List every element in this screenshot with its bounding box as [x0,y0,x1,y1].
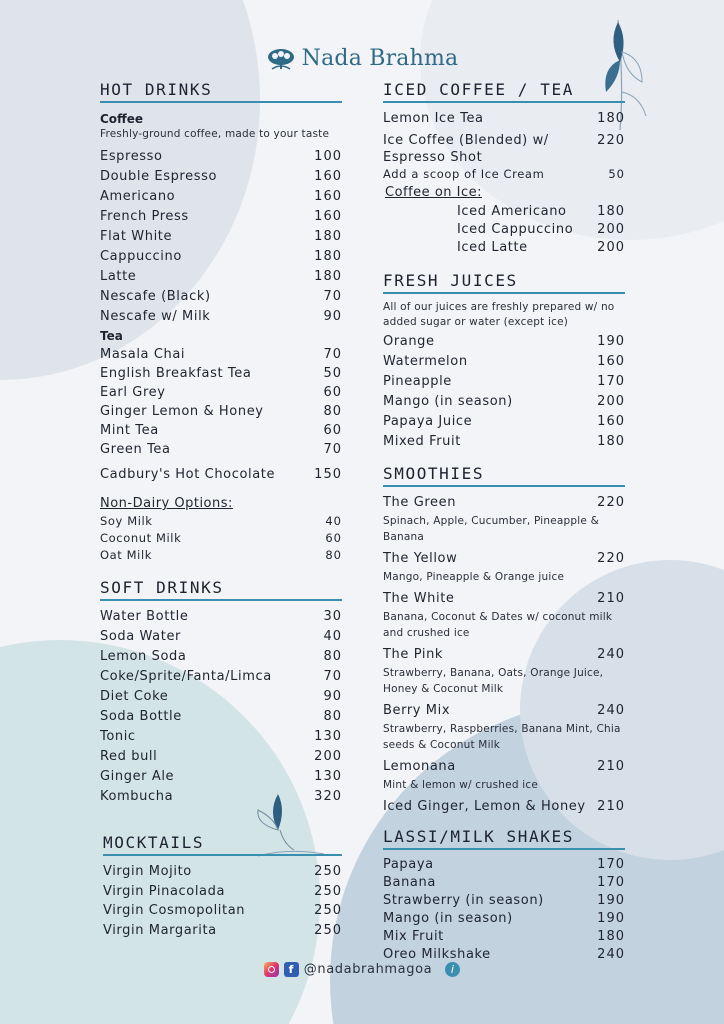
menu-item [100,787,342,807]
brand-name: Nada Brahma [301,46,459,71]
item-price: 70 [323,442,342,457]
menu-item [457,221,625,239]
item-price: 80 [323,709,342,724]
item-price: 250 [314,864,342,879]
menu-item [100,167,342,187]
menu-item [383,645,625,697]
item-name: Watermelon [383,354,468,369]
menu-item [383,372,625,392]
menu-item [100,727,342,747]
item-price: 40 [325,514,342,528]
item-price: 50 [608,167,625,181]
item-description: Strawberry, Banana, Oats, Orange Juice, Honey & Coconut Milk [383,667,604,695]
menu-item [100,287,342,307]
item-name: Mixed Fruit [383,434,461,449]
item-price: 200 [597,240,625,255]
instagram-icon[interactable] [264,962,279,977]
menu-item [383,589,625,641]
item-price: 70 [323,347,342,362]
item-name: Lemon Ice Tea [383,111,484,126]
menu-item [103,882,342,902]
item-price: 40 [323,629,342,644]
item-name: Mango (in season) [383,394,513,409]
menu-item [100,647,342,667]
menu-item [100,207,342,227]
section-title-juices: FRESH JUICES [383,271,625,294]
item-price: 250 [314,922,342,938]
item-price: 160 [597,354,625,369]
menu-item [100,364,342,383]
info-icon[interactable]: i [445,962,460,977]
item-name: Flat White [100,229,173,244]
menu-item [100,547,342,564]
menu-item [100,747,342,767]
menu-item [383,109,625,129]
menu-item [100,513,342,530]
juices-list [383,332,625,452]
coffee-list [100,147,342,327]
item-price: 60 [323,423,342,438]
item-name: Nescafe (Black) [100,289,211,304]
item-name: The Green [383,495,457,510]
item-name: Soda Bottle [100,709,182,724]
item-price: 190 [597,893,625,908]
menu-item [100,147,342,167]
item-price: 180 [314,249,342,264]
smoothies-list [383,493,625,817]
item-price: 100 [314,149,342,164]
section-title-soft-drinks: SOFT DRINKS [100,578,342,601]
item-price: 180 [597,929,625,944]
item-price: 160 [314,189,342,204]
item-price: 210 [597,799,625,814]
item-name: Iced Latte [457,240,528,255]
facebook-icon[interactable]: f [284,962,299,977]
item-price: 30 [323,609,342,624]
item-price: 210 [597,759,625,774]
menu-item [383,701,625,753]
item-name: Espresso [100,149,163,164]
tea-list [100,345,342,459]
item-name: Kombucha [100,789,174,804]
menu-item [383,432,625,452]
menu-item [383,352,625,372]
item-name: Water Bottle [100,609,189,624]
item-name: Masala Chai [100,347,186,362]
item-name: The White [383,591,455,606]
item-name: Tonic [100,729,136,744]
tea-label: Tea [100,329,123,343]
menu-item [100,345,342,364]
item-price: 90 [323,309,342,324]
menu-item [100,440,342,459]
item-price: 80 [325,548,342,562]
item-name: Iced Americano [457,204,567,219]
menu-item [100,627,342,647]
menu-item [383,757,625,793]
menu-item [100,767,342,787]
item-name: Banana [383,875,436,890]
item-name: Berry Mix [383,703,451,718]
menu-item [100,307,342,327]
item-description: Strawberry, Raspberries, Banana Mint, Chia seeds & Coconut Milk [383,723,621,751]
item-price: 320 [314,789,342,804]
item-name: Ginger Ale [100,769,175,784]
item-price: 180 [597,434,625,449]
item-name: Iced Cappuccino [457,222,574,237]
item-name: Soy Milk [100,514,153,528]
item-price: 170 [597,374,625,389]
item-price: 90 [323,689,342,704]
item-name: Nescafe w/ Milk [100,309,211,324]
menu-item [103,921,342,941]
item-price: 180 [314,229,342,244]
item-price: 190 [597,334,625,349]
item-name: Mango (in season) [383,911,513,926]
menu-item [383,892,625,910]
item-name: Mint Tea [100,423,159,438]
item-price: 240 [597,647,625,662]
item-price: 80 [323,404,342,419]
item-name: Virgin Mojito [103,864,192,879]
item-name: Americano [100,189,176,204]
non-dairy-label: Non-Dairy Options: [100,496,233,511]
menu-item [100,687,342,707]
item-name: Soda Water [100,629,181,644]
menu-item [383,332,625,352]
item-price: 200 [597,222,625,237]
item-name: Lemonana [383,759,456,774]
menu-item [383,392,625,412]
section-title-smoothies: SMOOTHIES [383,464,625,487]
menu-item [100,267,342,287]
item-price: 160 [314,209,342,224]
tree-icon [266,47,296,71]
item-name: Latte [100,269,137,284]
menu-item [383,549,625,585]
item-name: Red bull [100,749,158,764]
item-price: 70 [323,669,342,684]
menu-item [100,402,342,421]
menu-item [383,797,625,817]
menu-item [383,493,625,545]
item-name: Earl Grey [100,385,166,400]
social-handle[interactable]: @nadabrahmagoa [303,962,433,977]
item-description: Banana, Coconut & Dates w/ coconut milk and crushed ice [383,611,613,639]
mocktails-list [103,862,342,940]
item-name: English Breakfast Tea [100,366,252,381]
menu-item [103,862,342,882]
item-price: 60 [323,385,342,400]
lassi-list [383,856,625,964]
menu-item [103,901,342,921]
menu-item [100,421,342,440]
menu-item [457,239,625,257]
item-name: Orange [383,334,435,349]
item-price: 50 [323,366,342,381]
item-name: Strawberry (in season) [383,893,544,908]
item-price: 240 [597,703,625,718]
item-price: 190 [597,911,625,926]
item-name: Mix Fruit [383,929,444,944]
item-description: Mint & lemon w/ crushed ice [383,779,538,791]
item-name: Oat Milk [100,548,153,562]
coffee-on-ice-label: Coffee on Ice: [385,185,482,200]
item-price: 220 [597,551,625,566]
item-name: Coconut Milk [100,531,182,545]
item-price: 60 [325,531,342,545]
coffee-on-ice-list [383,203,625,257]
item-price: 180 [314,269,342,284]
menu-item [100,530,342,547]
item-price: 200 [597,394,625,409]
item-price: 160 [314,169,342,184]
menu-item [383,856,625,874]
item-price: 250 [314,903,342,918]
item-name: Double Espresso [100,169,217,184]
menu-item [383,910,625,928]
menu-item [383,928,625,946]
item-price: 210 [597,591,625,606]
item-name: Iced Ginger, Lemon & Honey [383,799,586,814]
menu-item [383,132,625,166]
non-dairy-list [100,513,342,564]
coffee-note: Freshly-ground coffee, made to your taste [100,128,330,140]
soft-drinks-list [100,607,342,807]
item-price: 220 [597,495,625,510]
section-title-iced: ICED COFFEE / TEA [383,80,625,103]
item-price: 220 [597,133,625,148]
menu-item [383,166,625,183]
item-price: 200 [314,749,342,764]
item-price: 130 [314,729,342,744]
menu-item [100,707,342,727]
footer [0,962,724,981]
item-name: Papaya [383,857,434,872]
item-name: French Press [100,209,189,224]
item-price: 180 [597,204,625,219]
item-name: Virgin Cosmopolitan [103,903,246,918]
item-description: Mango, Pineapple & Orange juice [383,571,565,583]
item-price: 160 [597,414,625,429]
item-name: Oreo Milkshake [383,947,491,962]
item-description: Spinach, Apple, Cucumber, Pineapple & Banana [383,515,599,543]
section-title-lassi: LASSI/MILK SHAKES [383,827,625,850]
item-name: Lemon Soda [100,649,187,664]
item-name: Virgin Margarita [103,922,217,938]
item-name: Ginger Lemon & Honey [100,404,264,419]
section-title-hot-drinks: HOT DRINKS [100,80,342,103]
item-name: Add a scoop of Ice Cream [383,167,545,181]
menu-item [383,874,625,892]
left-column [100,80,342,940]
menu-item [100,667,342,687]
section-title-mocktails: MOCKTAILS [103,833,342,856]
item-name: Green Tea [100,442,171,457]
item-name: Cappuccino [100,249,182,264]
item-name: Virgin Pinacolada [103,883,226,899]
juices-note: All of our juices are freshly prepared w/ no added sugar or water (except ice) [383,301,615,328]
item-price: 180 [597,111,625,126]
item-name: Pineapple [383,374,452,389]
item-price: 240 [597,947,625,962]
menu-item [100,227,342,247]
menu-item [100,187,342,207]
item-price: 250 [314,883,342,899]
coffee-label: Coffee [100,112,144,126]
menu-item [457,203,625,221]
item-price: 70 [323,289,342,304]
menu-item [100,607,342,627]
menu-item [100,247,342,267]
item-name: Cadbury's Hot Chocolate [100,467,276,482]
item-name: Coke/Sprite/Fanta/Limca [100,669,272,684]
menu-item [383,412,625,432]
item-name: Ice Coffee (Blended) w/ Espresso Shot [383,133,549,165]
item-price: 130 [314,769,342,784]
menu-item [100,465,342,485]
item-name: The Pink [383,647,444,662]
item-price: 80 [323,649,342,664]
item-name: Papaya Juice [383,414,473,429]
item-price: 170 [597,875,625,890]
item-name: The Yellow [383,551,458,566]
item-name: Diet Coke [100,689,169,704]
right-column [383,80,625,964]
menu-item [100,383,342,402]
item-price: 150 [314,467,342,482]
item-price: 170 [597,857,625,872]
